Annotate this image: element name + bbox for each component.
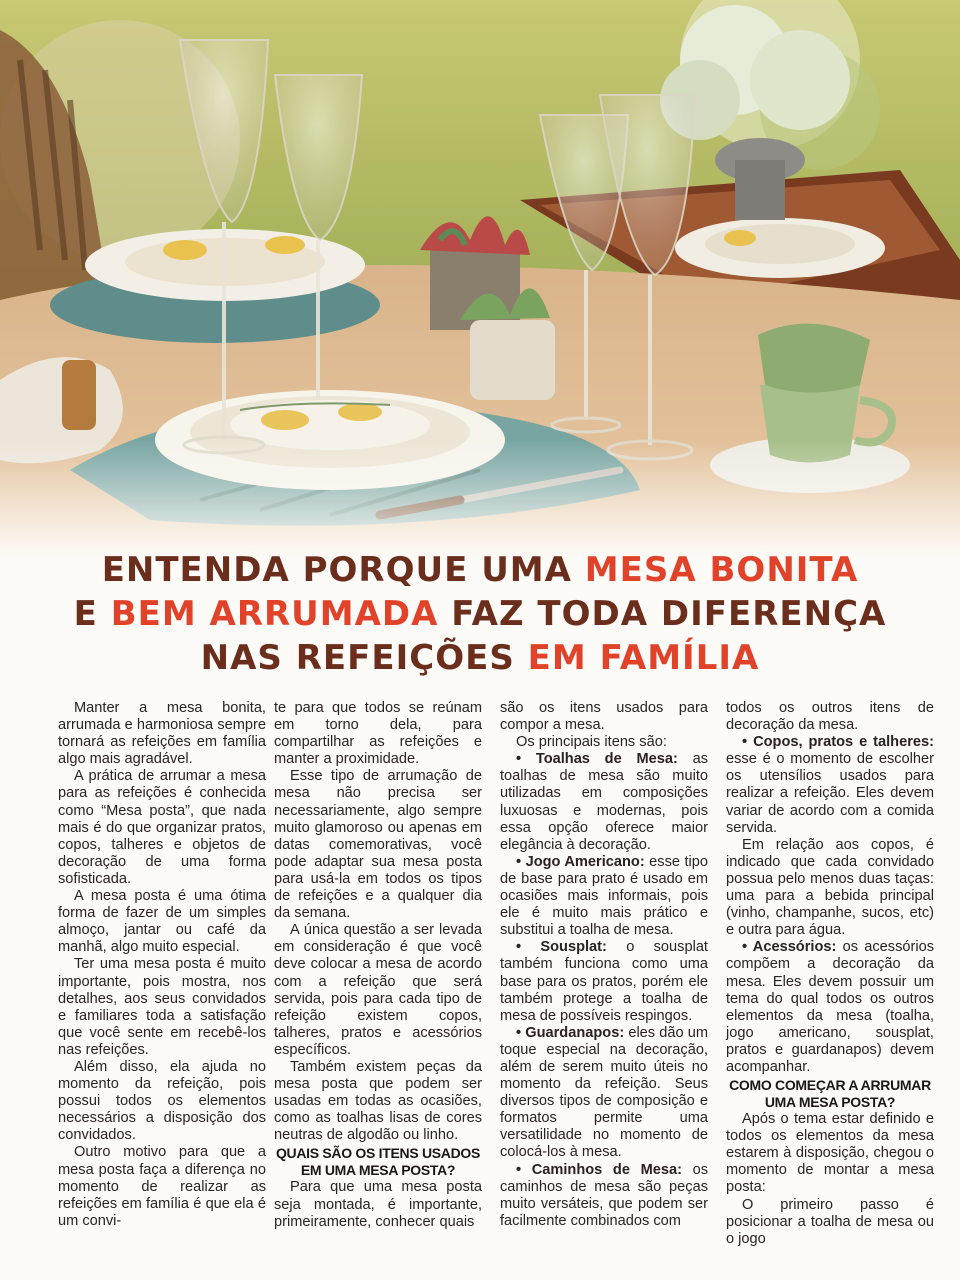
article-body — [58, 700, 938, 1270]
headline — [0, 548, 960, 680]
paragraph: A mesa posta é uma ótima forma de fazer de um simples almoço, jantar ou café da manhã, algo muito especial. — [58, 888, 266, 956]
section-heading: QUAIS SÃO OS ITENS USADOS EM UMA MESA POSTA? — [275, 1145, 481, 1178]
paragraph: A prática de arrumar a mesa para as refeições é conhecida como “Mesa posta”, que nada mais é do que organizar pratos, copos, talheres e objetos de decoração de uma forma sofisticada. — [58, 768, 266, 887]
paragraph: Para que uma mesa posta seja montada, é importante, primeiramente, conhecer quais — [274, 1179, 482, 1230]
paragraph: são os itens usados para compor a mesa. — [500, 700, 708, 734]
paragraph: Ter uma mesa posta é muito importante, pois mostra, nos detalhes, aos seus convidados e familiares toda a satisfação que você sente em recebê-los nas refeições. — [58, 956, 266, 1058]
headline-line-1: ENTENDA PORQUE UMA MESA BONITA — [101, 550, 859, 590]
paragraph: Outro motivo para que a mesa posta faça a diferença no momento de realizar as refeições em família é que ela é um convi- — [58, 1144, 266, 1229]
list-item: • Acessórios: os acessórios compõem a decoração da mesa. Eles devem possuir um tema do qual todos os outros elementos da mesa (toalha, jogo americano, sousplat, pratos e guardanapos) devem acompanhar. — [726, 939, 935, 1075]
section-heading: COMO COMEÇAR A ARRUMAR UMA MESA POSTA? — [729, 1077, 931, 1110]
column-2 — [274, 700, 482, 1231]
paragraph: Após o tema estar definido e todos os elementos da mesa estarem à disposição, chegou o momento de montar a mesa posta: — [726, 1111, 934, 1196]
list-item: • Guardanapos: eles dão um toque especial na decoração, além de serem muito úteis no momento da refeição. Seus diversos tipos de composição e formatos permite uma versatilidade no momento de colocá-los à mesa. — [500, 1024, 709, 1161]
column-1 — [58, 700, 266, 1230]
paragraph: Além disso, ela ajuda no momento da refeição, pois possui todos os elementos necessários a disposição dos convidados. — [58, 1058, 266, 1144]
paragraph: Também existem peças da mesa posta que podem ser usadas em todas as ocasiões, como as toalhas lisas de cores neutras de algodão ou linho. — [274, 1058, 482, 1144]
hero-photo — [0, 0, 960, 560]
list-item: • Sousplat: o sousplat também funciona como uma base para os pratos, porém ele também protege a toalha de mesa de possíveis respingos. — [500, 939, 708, 1024]
list-item: • Caminhos de Mesa: os caminhos de mesa são peças muito versáteis, que podem ser facilmente combinados com — [500, 1161, 708, 1229]
list-item: • Jogo Americano: esse tipo de base para prato é usado em ocasiões mais informais, pois ele é muito mais prático e substitui a toalha de mesa. — [500, 853, 709, 939]
headline-line-2: E BEM ARRUMADA FAZ TODA DIFERENÇA — [73, 594, 887, 634]
paragraph: Os principais itens são: — [516, 734, 667, 751]
headline-line-3: NAS REFEIÇÕES EM FAMÍLIA — [200, 638, 760, 678]
paragraph: todos os outros itens de decoração da mesa. — [726, 700, 934, 734]
list-item: • Copos, pratos e talheres: esse é o momento de escolher os utensílios usados para realizar a refeição. Eles devem variar de acordo com a comida servida. — [726, 734, 934, 836]
paragraph: Esse tipo de arrumação de mesa não precisa ser necessariamente, algo sempre muito glamoroso ou apenas em datas comemorativas, você pode adaptar sua mesa posta para usá-la em todos os tipos de refeições e a qualquer dia da semana. — [274, 768, 482, 922]
paragraph: A única questão a ser levada em consideração é que você deve colocar a mesa de acordo com a refeição que será servida, pois para cada tipo de refeição existem copos, talheres, pratos e acessórios específicos. — [274, 922, 482, 1058]
list-item: • Toalhas de Mesa: as toalhas de mesa são muito utilizadas em composições luxuosas e modernas, pois essa opção oferece maior elegância à decoração. — [500, 751, 709, 853]
paragraph: Manter a mesa bonita, arrumada e harmoniosa sempre tornará as refeições em família algo mais agradável. — [58, 700, 266, 768]
paragraph: O primeiro passo é posicionar a toalha de mesa ou o jogo — [726, 1196, 934, 1247]
column-3 — [500, 700, 708, 1230]
column-4 — [726, 700, 934, 1248]
paragraph: te para que todos se reúnam em torno dela, para compartilhar as refeições e manter a proximidade. — [274, 700, 482, 768]
paragraph: Em relação aos copos, é indicado que cada convidado possua pelo menos duas taças: uma para a bebida principal (vinho, champanhe, sucos, etc) e outra para água. — [726, 836, 934, 939]
